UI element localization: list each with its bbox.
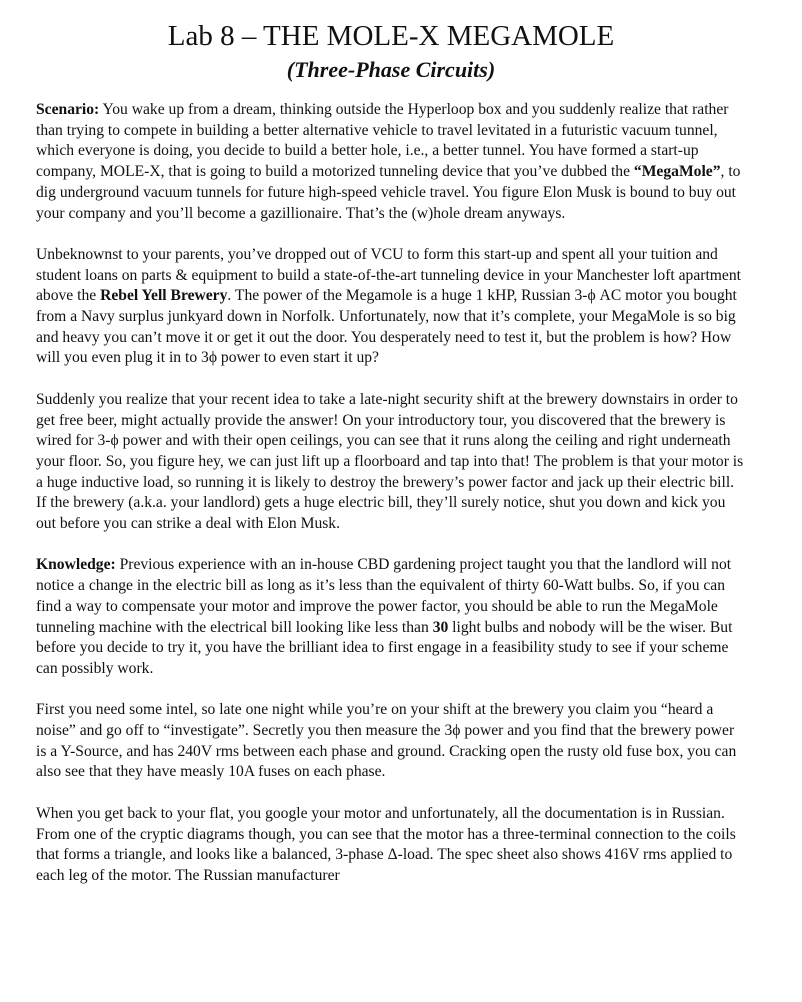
page-title: Lab 8 – THE MOLE-X MEGAMOLE [167, 20, 615, 52]
document-page [36, 18, 746, 887]
page-subtitle: (Three-Phase Circuits) [286, 57, 496, 82]
scenario-paragraph: Scenario: You wake up from a dream, thinking outside the Hyperloop box and you suddenly realize that rather than trying to compete in building a better alternative vehicle to travel levitated in a futuristic vacuum tunnel, which everyone is doing, you decide to build a better hole, i.e., a better tunnel. You have formed a start-up company, MOLE-X, that is going to build a motorized tunneling device that you’ve dubbed the “MegaMole”, to dig underground vacuum tunnels for future high-speed vehicle travel. You figure Elon Musk is bound to buy out your company and you’ll become a gazillionaire. That’s the (w)hole dream anyways. [36, 101, 741, 222]
scenario-label: Scenario: [36, 101, 100, 118]
knowledge-label: Knowledge: [36, 556, 116, 574]
knowledge-paragraph: Knowledge: Previous experience with an in-house CBD gardening project taught you that the landlord will not notice a change in the electric bill as long as it’s less than the equivalent of thirty 60-Watt bulbs. So, if you can find a way to compensate your motor and improve the power factor, you should be able to run the MegaMole tunneling machine with the electrical bill looking like less than 30 light bulbs and nobody will be the wiser. But before you decide to try it, you have the brilliant idea to first engage in a feasibility study to see if your scheme can possibly work. [36, 556, 733, 677]
motor-paragraph: When you get back to your flat, you google your motor and unfortunately, all the documentation is in Russian. From one of the cryptic diagrams though, you can see that the motor has a three-terminal connection to the coils that forms a triangle, and looks like a balanced, 3-phase Δ-load. The spec sheet also shows 416V rms applied to each leg of the motor. The Russian manufacturer [36, 804, 736, 884]
intel-paragraph: First you need some intel, so late one night while you’re on your shift at the brewery you claim you “heard a noise” and go off to “investigate”. Secretly you then measure the 3ϕ power and you find that the brewery power is a Y-Source, and has 240V rms between each phase and ground. Cracking open the rusty old fuse box, you can also see that they have measly 10A fuses on each phase. [36, 701, 737, 781]
bulb-count: 30 [432, 618, 449, 636]
megamole-term: “MegaMole” [633, 163, 721, 181]
power-paragraph: Suddenly you realize that your recent idea to take a late-night security shift at the brewery downstairs in order to get free beer, might actually provide the answer! On your introductory tour, you discovered that the brewery is wired for 3-ϕ power and with their open ceilings, you can see that it runs along the ceiling and right underneath your floor. So, you figure hey, we can just lift up a floorboard and tap into that! The problem is that your motor is a huge inductive load, so running it is likely to destroy the brewery’s power factor and jack up their electric bill. If the brewery (a.k.a. your landlord) gets a huge electric bill, they’ll surely notice, shut you down and kick you out before you can strike a deal with Elon Musk. [36, 390, 744, 533]
brewery-paragraph: Unbeknownst to your parents, you’ve dropped out of VCU to form this start-up and spent all your tuition and student loans on parts & equipment to build a state-of-the-art tunneling device in your Manchester loft apartment above the Rebel Yell Brewery. The power of the Megamole is a huge 1 kHP, Russian 3-ϕ AC motor you bought from a Navy surplus junkyard down in Norfolk. Unfortunately, now that it’s complete, your MegaMole is so big and heavy you can’t move it or get it out the door. You desperately need to test it, but the problem is how? How will you even plug it in to 3ϕ power to even start it up? [36, 245, 741, 367]
brewery-name: Rebel Yell Brewery [100, 287, 228, 305]
